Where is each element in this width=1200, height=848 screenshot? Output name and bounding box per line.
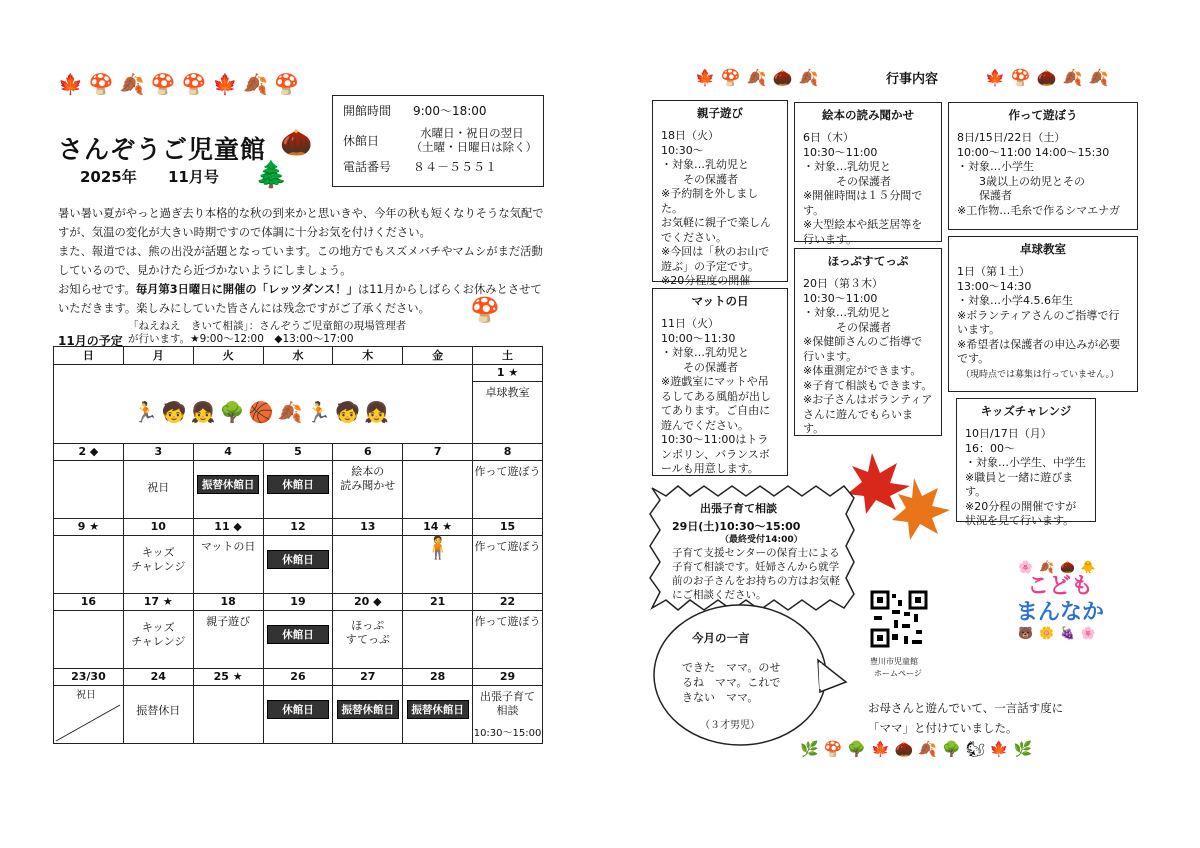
info-box bbox=[332, 95, 544, 187]
day-5: 5 bbox=[263, 444, 333, 461]
card-kids bbox=[956, 398, 1096, 527]
closed-value: 水曜日・祝日の翌日 （土曜・日曜日は除く） bbox=[410, 126, 538, 154]
card-hop-body: 20日（第３木） 10:30～11:00 ・対象…乳幼児と その保護者 ※保健師さんのご指導で行います。 ※体重測定ができます。 ※子育て相談もできます。 ※お子さんはボランティアさんに遊んでもらいます。 bbox=[803, 277, 933, 435]
event-hop: ほっぷ すてっぷ bbox=[345, 619, 390, 646]
day-9: 9 ★ bbox=[54, 519, 124, 536]
substitute-closed-badge: 振替休館日 bbox=[197, 475, 259, 494]
week-1-empty bbox=[54, 365, 473, 382]
card-tsukutte-title: 作って遊ぼう bbox=[1008, 108, 1078, 122]
weekday-sun: 日 bbox=[54, 347, 124, 365]
shuccho-body: 子育て支援センターの保育士による子育て相談です。妊婦さんから就学前のお子さんをお持ちの方はお気軽にご相談ください。 bbox=[672, 547, 840, 601]
comment-text: お母さんと遊んでいて、一言話す度に 「ママ」と付けていました。 bbox=[868, 701, 1064, 735]
cell-26 bbox=[263, 686, 333, 744]
autumn-leaves-decoration: 🍁🍄🍂🍄🍄🍁🍂🍄 bbox=[58, 72, 306, 96]
week-4-numbers bbox=[54, 594, 543, 611]
day-11: 11 ◆ bbox=[193, 519, 263, 536]
substitute-closed-badge: 振替休館日 bbox=[337, 700, 399, 719]
event-shuccho-time: 10:30～15:00 bbox=[473, 728, 542, 739]
day-7: 7 bbox=[403, 444, 473, 461]
cell-19 bbox=[263, 611, 333, 669]
day-17: 17 ★ bbox=[123, 594, 193, 611]
intro-p1: 暑い暑い夏がやっと過ぎ去り本格的な秋の到来かと思いきや、今年の秋も短くなりそうな気配ですが、気温の変化が大きい時期ですので体調に十分お気を付けください。 bbox=[58, 207, 544, 239]
card-takkyu-title: 卓球教室 bbox=[1020, 242, 1066, 256]
day-16: 16 bbox=[54, 594, 124, 611]
cell-29 bbox=[473, 686, 543, 744]
cell-11 bbox=[193, 536, 263, 594]
kodomo-mannaka-logo bbox=[998, 560, 1122, 660]
hitokoto-who: （３才男児） bbox=[700, 720, 760, 731]
calendar-table bbox=[53, 346, 543, 744]
event-ehon: 絵本の 読み聞かせ bbox=[340, 465, 396, 492]
cell-18 bbox=[193, 611, 263, 669]
card-kids-body: 10日/17日（月） 16：00～ ・対象…小学生、中学生 ※職員と一緒に遊びます。 ※20分程の開催ですが 状況を見て行います。 bbox=[965, 427, 1086, 527]
events-heading: 行事内容 bbox=[886, 72, 939, 87]
card-ehon bbox=[794, 102, 942, 246]
issue-year: 2025年 bbox=[80, 168, 137, 186]
kids-illustration: 🏃🧒👧🌳🏀🍂🏃🧒👧 bbox=[54, 382, 473, 444]
day-25: 25 ★ bbox=[193, 669, 263, 686]
day-19: 19 bbox=[263, 594, 333, 611]
cell-4 bbox=[193, 461, 263, 519]
event-tsukutte: 作って遊ぼう bbox=[474, 540, 541, 553]
day-4: 4 bbox=[193, 444, 263, 461]
qr-caption-1: 豊川市児童館 bbox=[870, 657, 918, 666]
week-5-numbers bbox=[54, 669, 543, 686]
weekday-row bbox=[54, 347, 543, 365]
cell-8 bbox=[473, 461, 543, 519]
cell-25 bbox=[193, 686, 263, 744]
day-22: 22 bbox=[473, 594, 543, 611]
cell-24 bbox=[123, 686, 193, 744]
week-4-events bbox=[54, 611, 543, 669]
cell-14 bbox=[403, 536, 473, 594]
phone-value: ８４－５５５１ bbox=[413, 160, 498, 174]
pinecone-icon: 🌲 bbox=[255, 160, 288, 190]
hitokoto-body: できた ママ。のせるね ママ。これできない ママ。 bbox=[682, 661, 781, 704]
card-takkyu bbox=[948, 236, 1138, 392]
cell-27 bbox=[333, 686, 403, 744]
event-kids: キッズ チャレンジ bbox=[131, 546, 186, 573]
intro-p3-post: は11月からしばらくお休みとさせていただきます。楽しみにしていた皆さんには残念ですがご了承ください。 bbox=[58, 283, 542, 315]
card-oyako bbox=[652, 100, 788, 287]
cell-15 bbox=[473, 536, 543, 594]
cell-20 bbox=[333, 611, 403, 669]
event-substitute-holiday: 振替休日 bbox=[136, 704, 181, 717]
qr-code bbox=[870, 590, 928, 648]
qr-caption-2: ホームページ bbox=[874, 669, 922, 678]
cell-5 bbox=[263, 461, 333, 519]
card-ehon-title: 絵本の読み聞かせ bbox=[822, 108, 914, 122]
intro-p3-bold: 毎月第3日曜日に開催の「レッツダンス！」 bbox=[135, 283, 358, 296]
shuccho-date: 29日(土)10:30～15:00 bbox=[672, 520, 801, 533]
cell-21 bbox=[403, 611, 473, 669]
logo-line-1: こども bbox=[1026, 574, 1093, 599]
closed-badge: 休館日 bbox=[267, 625, 329, 644]
day-1: 1 ★ bbox=[473, 365, 543, 382]
day-23-30: 23/30 bbox=[54, 669, 124, 686]
schedule-note-2: が行います。★9:00～12:00 ◆13:00～17:00 bbox=[128, 333, 354, 345]
cell-23-30 bbox=[54, 686, 124, 744]
day-26: 26 bbox=[263, 669, 333, 686]
closed-badge: 休館日 bbox=[267, 475, 329, 494]
intro-p2: また、報道では、熊の出没が話題となっています。この地方でもスズメバチやマムシがまだ活動しているので、見かけたら近づかないようにしましょう。 bbox=[58, 245, 543, 277]
weekday-thu: 木 bbox=[333, 347, 403, 365]
cell-2 bbox=[54, 461, 124, 519]
card-takkyu-note: （現時点では募集は行っていません。） bbox=[961, 369, 1120, 380]
week-1-events bbox=[54, 382, 543, 444]
cell-16 bbox=[54, 611, 124, 669]
day-29: 29 bbox=[473, 669, 543, 686]
cell-10 bbox=[123, 536, 193, 594]
weekday-fri: 金 bbox=[403, 347, 473, 365]
maple-leaf-icon bbox=[842, 448, 952, 548]
phone-label: 電話番号 bbox=[343, 160, 392, 174]
acorn-icon: 🌰 bbox=[280, 128, 313, 158]
cell-28 bbox=[403, 686, 473, 744]
event-holiday: 祝日 bbox=[147, 481, 170, 494]
shuccho-title: 出張子育て相談 bbox=[700, 502, 777, 515]
diagonal-slash bbox=[54, 703, 123, 743]
cell-12 bbox=[263, 536, 333, 594]
intro-p3-pre: お知らせです。 bbox=[58, 283, 136, 296]
weekday-wed: 水 bbox=[263, 347, 333, 365]
figure-illustration: 🧍 bbox=[423, 536, 452, 561]
day-24: 24 bbox=[123, 669, 193, 686]
cell-17 bbox=[123, 611, 193, 669]
day-2: 2 ◆ bbox=[54, 444, 124, 461]
day-21: 21 bbox=[403, 594, 473, 611]
day-3: 3 bbox=[123, 444, 193, 461]
event-kids: キッズ チャレンジ bbox=[131, 621, 186, 648]
hitokoto-title: 今月の一言 bbox=[692, 631, 750, 645]
closed-label: 休館日 bbox=[343, 134, 380, 148]
logo-line-2: まんなか bbox=[1015, 600, 1104, 625]
mushroom-icon: 🍄 bbox=[470, 296, 500, 324]
day-18: 18 bbox=[193, 594, 263, 611]
cell-7 bbox=[403, 461, 473, 519]
closed-badge: 休館日 bbox=[267, 700, 329, 719]
weekday-mon: 月 bbox=[123, 347, 193, 365]
day-8: 8 bbox=[473, 444, 543, 461]
week-2-numbers bbox=[54, 444, 543, 461]
event-holiday: 祝日 bbox=[76, 690, 96, 701]
issue-month: 11月号 bbox=[168, 168, 219, 186]
leaves-decoration-right: 🍁🍄🌰🍂🍂 bbox=[985, 68, 1115, 87]
page-title: さんぞうご児童館 bbox=[58, 135, 267, 164]
card-kids-title: キッズチャレンジ bbox=[980, 404, 1072, 418]
week-2-events bbox=[54, 461, 543, 519]
card-mat-title: マットの日 bbox=[691, 294, 749, 308]
day-27: 27 bbox=[333, 669, 403, 686]
day-20: 20 ◆ bbox=[333, 594, 403, 611]
day-10: 10 bbox=[123, 519, 193, 536]
card-takkyu-body: 1日（第１土） 13:00～14:30 ・対象…小学4.5.6年生 ※ボランティアさんのご指導で行います。 ※希望者は保護者の申込みが必要です。 bbox=[957, 265, 1121, 365]
event-mat: マットの日 bbox=[200, 540, 256, 553]
card-tsukutte bbox=[948, 102, 1138, 230]
cell-3 bbox=[123, 461, 193, 519]
week-3-numbers bbox=[54, 519, 543, 536]
card-mat-body: 11日（火） 10:00～11:30 ・対象…乳幼児と その保護者 ※遊戯室にマットや吊るしてある風船が出してあります。ご自由に遊んでください。10:30～11:00はトランポリン、バランスボールも用意します。 bbox=[661, 317, 771, 475]
card-oyako-title: 親子遊び bbox=[697, 106, 743, 120]
day-14: 14 ★ bbox=[403, 519, 473, 536]
weekday-tue: 火 bbox=[193, 347, 263, 365]
logo-flower-frame: 🌸🍂🌰🐥 bbox=[1018, 560, 1102, 574]
bottom-decoration: 🌿🍄🌳🍁🌰🍂🌳🐿🍁🌿 bbox=[800, 740, 1038, 758]
closed-badge: 休館日 bbox=[267, 550, 329, 569]
event-tsukutte: 作って遊ぼう bbox=[474, 615, 541, 628]
substitute-closed-badge: 振替休館日 bbox=[407, 700, 469, 719]
card-mat bbox=[652, 288, 788, 476]
day-6: 6 bbox=[333, 444, 403, 461]
open-label: 開館時間 bbox=[343, 104, 392, 118]
card-tsukutte-body: 8日/15日/22日（土） 10:00～11:00 14:00～15:30 ・対象…小学生 3歳以上の幼児とその 保護者 ※工作物…毛糸で作るシマエナガ bbox=[957, 131, 1120, 217]
event-tsukutte: 作って遊ぼう bbox=[474, 465, 541, 478]
day-13: 13 bbox=[333, 519, 403, 536]
cell-13 bbox=[333, 536, 403, 594]
cell-9 bbox=[54, 536, 124, 594]
week-1-numbers bbox=[54, 365, 543, 382]
leaves-decoration-left: 🍁🍄🍂🌰🍂 bbox=[695, 68, 825, 87]
schedule-note-1: 「ねえねえ きいて相談」：さんぞうご児童館の現場管理者 bbox=[128, 320, 407, 332]
event-1-sat bbox=[473, 382, 543, 444]
card-hop-title: ほっぷすてっぷ bbox=[827, 254, 909, 268]
week-5-events bbox=[54, 686, 543, 744]
event-takkyu: 卓球教室 bbox=[485, 386, 530, 399]
card-hop bbox=[794, 248, 942, 436]
day-12: 12 bbox=[263, 519, 333, 536]
cell-6 bbox=[333, 461, 403, 519]
day-28: 28 bbox=[403, 669, 473, 686]
event-oyako: 親子遊び bbox=[206, 615, 251, 628]
weekday-sat: 土 bbox=[473, 347, 543, 365]
logo-flower-frame-bottom: 🐻🌼🍇🌸 bbox=[1018, 626, 1102, 640]
card-oyako-body: 18日（火） 10:30～ ・対象…乳幼児と その保護者 ※予約制を外しました。 お気軽に親子で楽しんでください。 ※今回は「秋のお山で遊ぶ」の予定です。 ※20分程度の開催 bbox=[661, 129, 771, 287]
schedule-label: 11月の予定 bbox=[58, 334, 123, 348]
cell-22 bbox=[473, 611, 543, 669]
shuccho-reception: （最終受付14:00） bbox=[720, 535, 803, 545]
event-shuccho: 出張子育て 相談 bbox=[480, 690, 536, 717]
day-15: 15 bbox=[473, 519, 543, 536]
card-ehon-body: 6日（木） 10:30～11:00 ・対象…乳幼児と その保護者 ※開催時間は１５分間です。 ※大型絵本や紙芝居等を行います。 bbox=[803, 131, 923, 246]
open-value: 9:00～18:00 bbox=[413, 104, 487, 118]
week-3-events bbox=[54, 536, 543, 594]
